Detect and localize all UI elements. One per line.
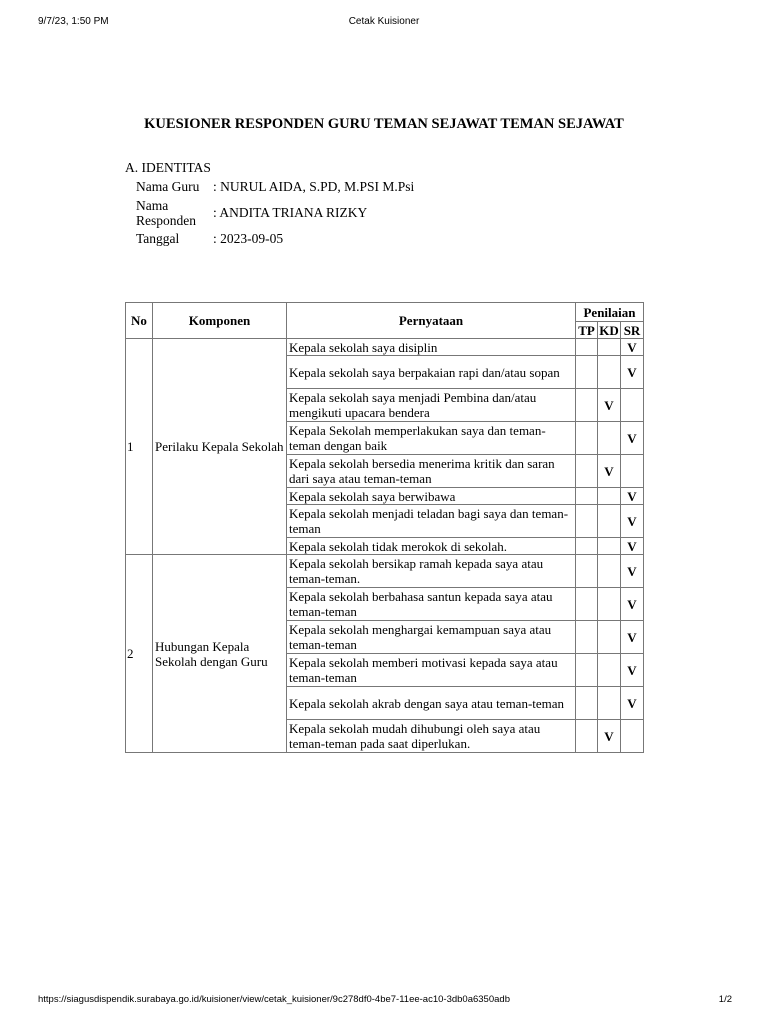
rating-sr-cell: V xyxy=(621,356,644,389)
rating-sr-cell xyxy=(621,389,644,422)
statement-text: Kepala sekolah bersedia menerima kritik dan saran dari saya atau teman-teman xyxy=(287,455,576,488)
rating-tp-cell xyxy=(576,422,598,455)
document-title: KUESIONER RESPONDEN GURU TEMAN SEJAWAT TEMAN SEJAWAT xyxy=(144,116,624,132)
rating-tp-cell xyxy=(576,339,598,356)
print-datetime: 9/7/23, 1:50 PM xyxy=(38,16,109,27)
rating-kd-cell: V xyxy=(598,720,621,753)
rating-sr-cell: V xyxy=(621,488,644,505)
rating-sr-cell: V xyxy=(621,654,644,687)
rating-tp-cell xyxy=(576,654,598,687)
rating-sr-cell: V xyxy=(621,538,644,555)
statement-text: Kepala sekolah bersikap ramah kepada saya atau teman-teman. xyxy=(287,555,576,588)
header-penilaian: Penilaian xyxy=(576,303,644,322)
header-no: No xyxy=(126,303,153,339)
rating-kd-cell xyxy=(598,538,621,555)
rating-kd-cell xyxy=(598,505,621,538)
rating-kd-cell xyxy=(598,339,621,356)
rating-kd-cell xyxy=(598,488,621,505)
questionnaire-body xyxy=(126,339,644,753)
rating-kd-cell xyxy=(598,588,621,621)
identity-value-guru: : NURUL AIDA, S.PD, M.PSI M.Psi xyxy=(213,179,415,194)
rating-sr-cell: V xyxy=(621,687,644,720)
statement-text: Kepala sekolah memberi motivasi kepada saya atau teman-teman xyxy=(287,654,576,687)
component-name: Perilaku Kepala Sekolah xyxy=(153,339,287,555)
identity-value-responden: : ANDITA TRIANA RIZKY xyxy=(213,205,368,220)
component-name: Hubungan Kepala Sekolah dengan Guru xyxy=(153,555,287,753)
header-tp: TP xyxy=(576,322,598,339)
rating-sr-cell: V xyxy=(621,588,644,621)
rating-sr-cell: V xyxy=(621,621,644,654)
rating-tp-cell xyxy=(576,356,598,389)
rating-tp-cell xyxy=(576,455,598,488)
header-sr: SR xyxy=(621,322,644,339)
statement-text: Kepala sekolah berbahasa santun kepada saya atau teman-teman xyxy=(287,588,576,621)
rating-kd-cell: V xyxy=(598,389,621,422)
rating-tp-cell xyxy=(576,505,598,538)
statement-text: Kepala sekolah saya menjadi Pembina dan/atau mengikuti upacara bendera xyxy=(287,389,576,422)
section-heading: A. IDENTITAS xyxy=(125,160,211,175)
table-row xyxy=(126,339,644,356)
statement-text: Kepala sekolah tidak merokok di sekolah. xyxy=(287,538,576,555)
component-number: 2 xyxy=(126,555,153,753)
statement-text: Kepala sekolah saya disiplin xyxy=(287,339,576,356)
statement-text: Kepala sekolah saya berpakaian rapi dan/atau sopan xyxy=(287,356,576,389)
rating-tp-cell xyxy=(576,621,598,654)
rating-kd-cell xyxy=(598,621,621,654)
statement-text: Kepala Sekolah memperlakukan saya dan teman-teman dengan baik xyxy=(287,422,576,455)
rating-kd-cell xyxy=(598,356,621,389)
statement-text: Kepala sekolah menghargai kemampuan saya atau teman-teman xyxy=(287,621,576,654)
statement-text: Kepala sekolah akrab dengan saya atau teman-teman xyxy=(287,687,576,720)
rating-tp-cell xyxy=(576,389,598,422)
print-page-number: 1/2 xyxy=(718,994,732,1005)
rating-tp-cell xyxy=(576,488,598,505)
print-page-title: Cetak Kuisioner xyxy=(348,16,420,27)
identity-label-tanggal: Tanggal xyxy=(136,231,180,246)
rating-kd-cell xyxy=(598,422,621,455)
rating-tp-cell xyxy=(576,555,598,588)
statement-text: Kepala sekolah mudah dihubungi oleh saya atau teman-teman pada saat diperlukan. xyxy=(287,720,576,753)
rating-tp-cell xyxy=(576,687,598,720)
rating-tp-cell xyxy=(576,538,598,555)
header-pernyataan: Pernyataan xyxy=(287,303,576,339)
identity-label-responden-line2: Responden xyxy=(136,212,196,228)
rating-sr-cell xyxy=(621,720,644,753)
rating-kd-cell: V xyxy=(598,455,621,488)
statement-text: Kepala sekolah menjadi teladan bagi saya dan teman-teman xyxy=(287,505,576,538)
header-kd: KD xyxy=(599,322,619,338)
rating-sr-cell xyxy=(621,455,644,488)
rating-kd-cell xyxy=(598,687,621,720)
print-url: https://siagusdispendik.surabaya.go.id/kuisioner/view/cetak_kuisioner/9c278df0-4be7-11ee-ac10-3db0a6350adb xyxy=(38,994,510,1005)
table-row xyxy=(126,555,644,588)
identity-label-responden xyxy=(136,196,213,229)
questionnaire-table xyxy=(125,302,644,753)
component-number: 1 xyxy=(126,339,153,555)
rating-kd-cell xyxy=(598,654,621,687)
identity-label-responden-line1: Nama xyxy=(136,197,169,213)
rating-tp-cell xyxy=(576,720,598,753)
rating-tp-cell xyxy=(576,588,598,621)
rating-sr-cell: V xyxy=(621,555,644,588)
rating-sr-cell: V xyxy=(621,422,644,455)
identity-label-guru: Nama Guru xyxy=(136,179,200,194)
rating-kd-cell xyxy=(598,555,621,588)
identity-value-tanggal: : 2023-09-05 xyxy=(213,231,284,246)
statement-text: Kepala sekolah saya berwibawa xyxy=(287,488,576,505)
rating-sr-cell: V xyxy=(621,339,644,356)
rating-sr-cell: V xyxy=(621,505,644,538)
header-komponen: Komponen xyxy=(153,303,287,339)
identity-block xyxy=(136,177,414,248)
